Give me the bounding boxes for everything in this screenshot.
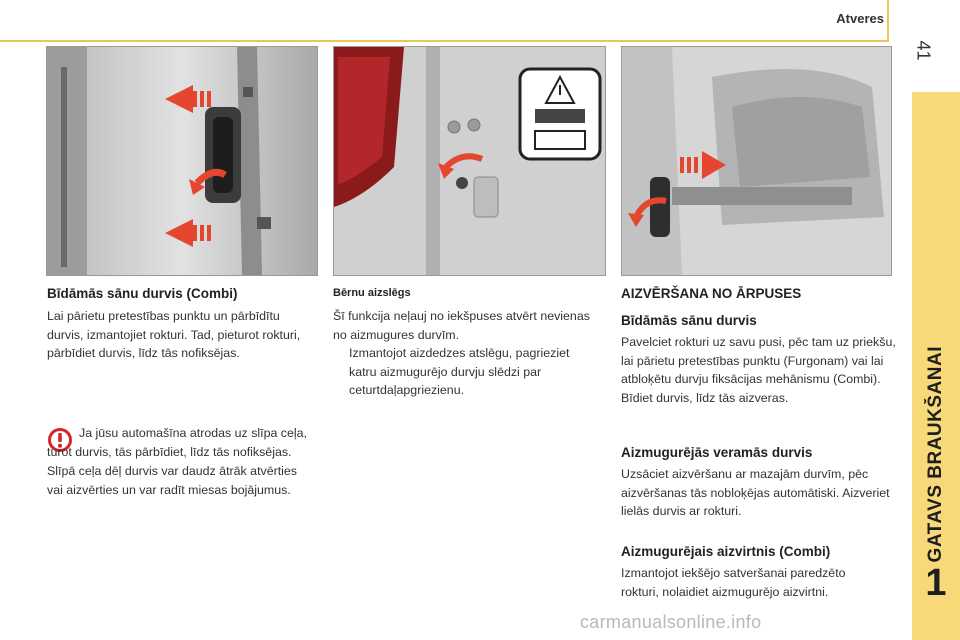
header-title: Atveres [836,11,884,26]
left-heading: Bīdāmās sānu durvis (Combi) [47,286,238,301]
sliding-door-illustration [47,47,317,275]
right-heading-rear-doors: Aizmugurējās veramās durvis [621,445,813,460]
middle-bullet [333,344,595,400]
right-heading-sliding-door: Bīdāmās sānu durvis [621,313,757,328]
right-paragraph-tailgate-text: Izmantojot iekšējo satveršanai paredzēto rokturi, nolaidiet aizmugurējo aizvirtni. [621,566,846,599]
photo-child-lock [333,46,606,276]
right-paragraph-sliding-door-text: Pavelciet rokturi uz savu pusi, pēc tam uz priekšu, lai pārietu pretestības punktu (Furgonam) vai lai atbloķētu durvju fiksācijas mehānismu (Combi). Bīdiet durvis, līdz tās aizveras. [621,335,896,405]
middle-paragraph-text: Šī funkcija neļauj no iekšpuses atvērt nevienas no aizmugures durvīm. [333,309,590,342]
middle-bullet-text: Izmantojot aizdedzes atslēgu, pagrieziet katru aizmugurējo durvju slēdzi par ceturtdaļapgriezienu. [349,346,570,397]
chapter-number: 1 [925,562,947,604]
left-paragraph-text: Lai pārietu pretestības punktu un pārbīdītu durvis, izmantojiet rokturi. Tad, pieturot rokturi, pārbīdiet durvis, līdz tās nofiksējas. [47,309,301,360]
child-lock-illustration [334,47,605,275]
right-paragraph-sliding-door [621,333,897,407]
photo-sliding-door-handle [46,46,318,276]
right-main-heading: AIZVĒRŠANA NO ĀRPUSES [621,286,802,301]
warning-text: Ja jūsu automašīna atrodas uz slīpa ceļa, turot durvis, tās pārbīdiet, līdz tās nofiksējas. Slīpā ceļa dēļ durvis var daudz ātrāk atvērties vai aizvērties un var radīt miesas bojājumus. [47,426,307,497]
chapter-label [912,92,960,562]
chapter-label-text: GATAVS BRAUKŠANAI [925,345,946,562]
header-rule [0,40,888,42]
header-tick [887,0,889,42]
closing-door-illustration [622,47,891,275]
middle-paragraph [333,307,595,400]
right-heading-tailgate: Aizmugurējais aizvirtnis (Combi) [621,544,831,559]
bullet-marker [333,344,349,400]
page-number: 41 [913,40,934,61]
right-paragraph-tailgate [621,564,883,601]
right-paragraph-rear-doors [621,465,897,521]
watermark: carmanualsonline.info [580,612,762,632]
right-paragraph-rear-doors-text: Uzsāciet aizvēršanu ar mazajām durvīm, pēc aizvēršanas tās nobloķējas automātiski. Aizveriet lielās durvis ar rokturi. [621,467,890,518]
left-paragraph [47,307,311,363]
photo-closing-from-outside [621,46,892,276]
middle-heading: Bērnu aizslēgs [333,287,411,299]
